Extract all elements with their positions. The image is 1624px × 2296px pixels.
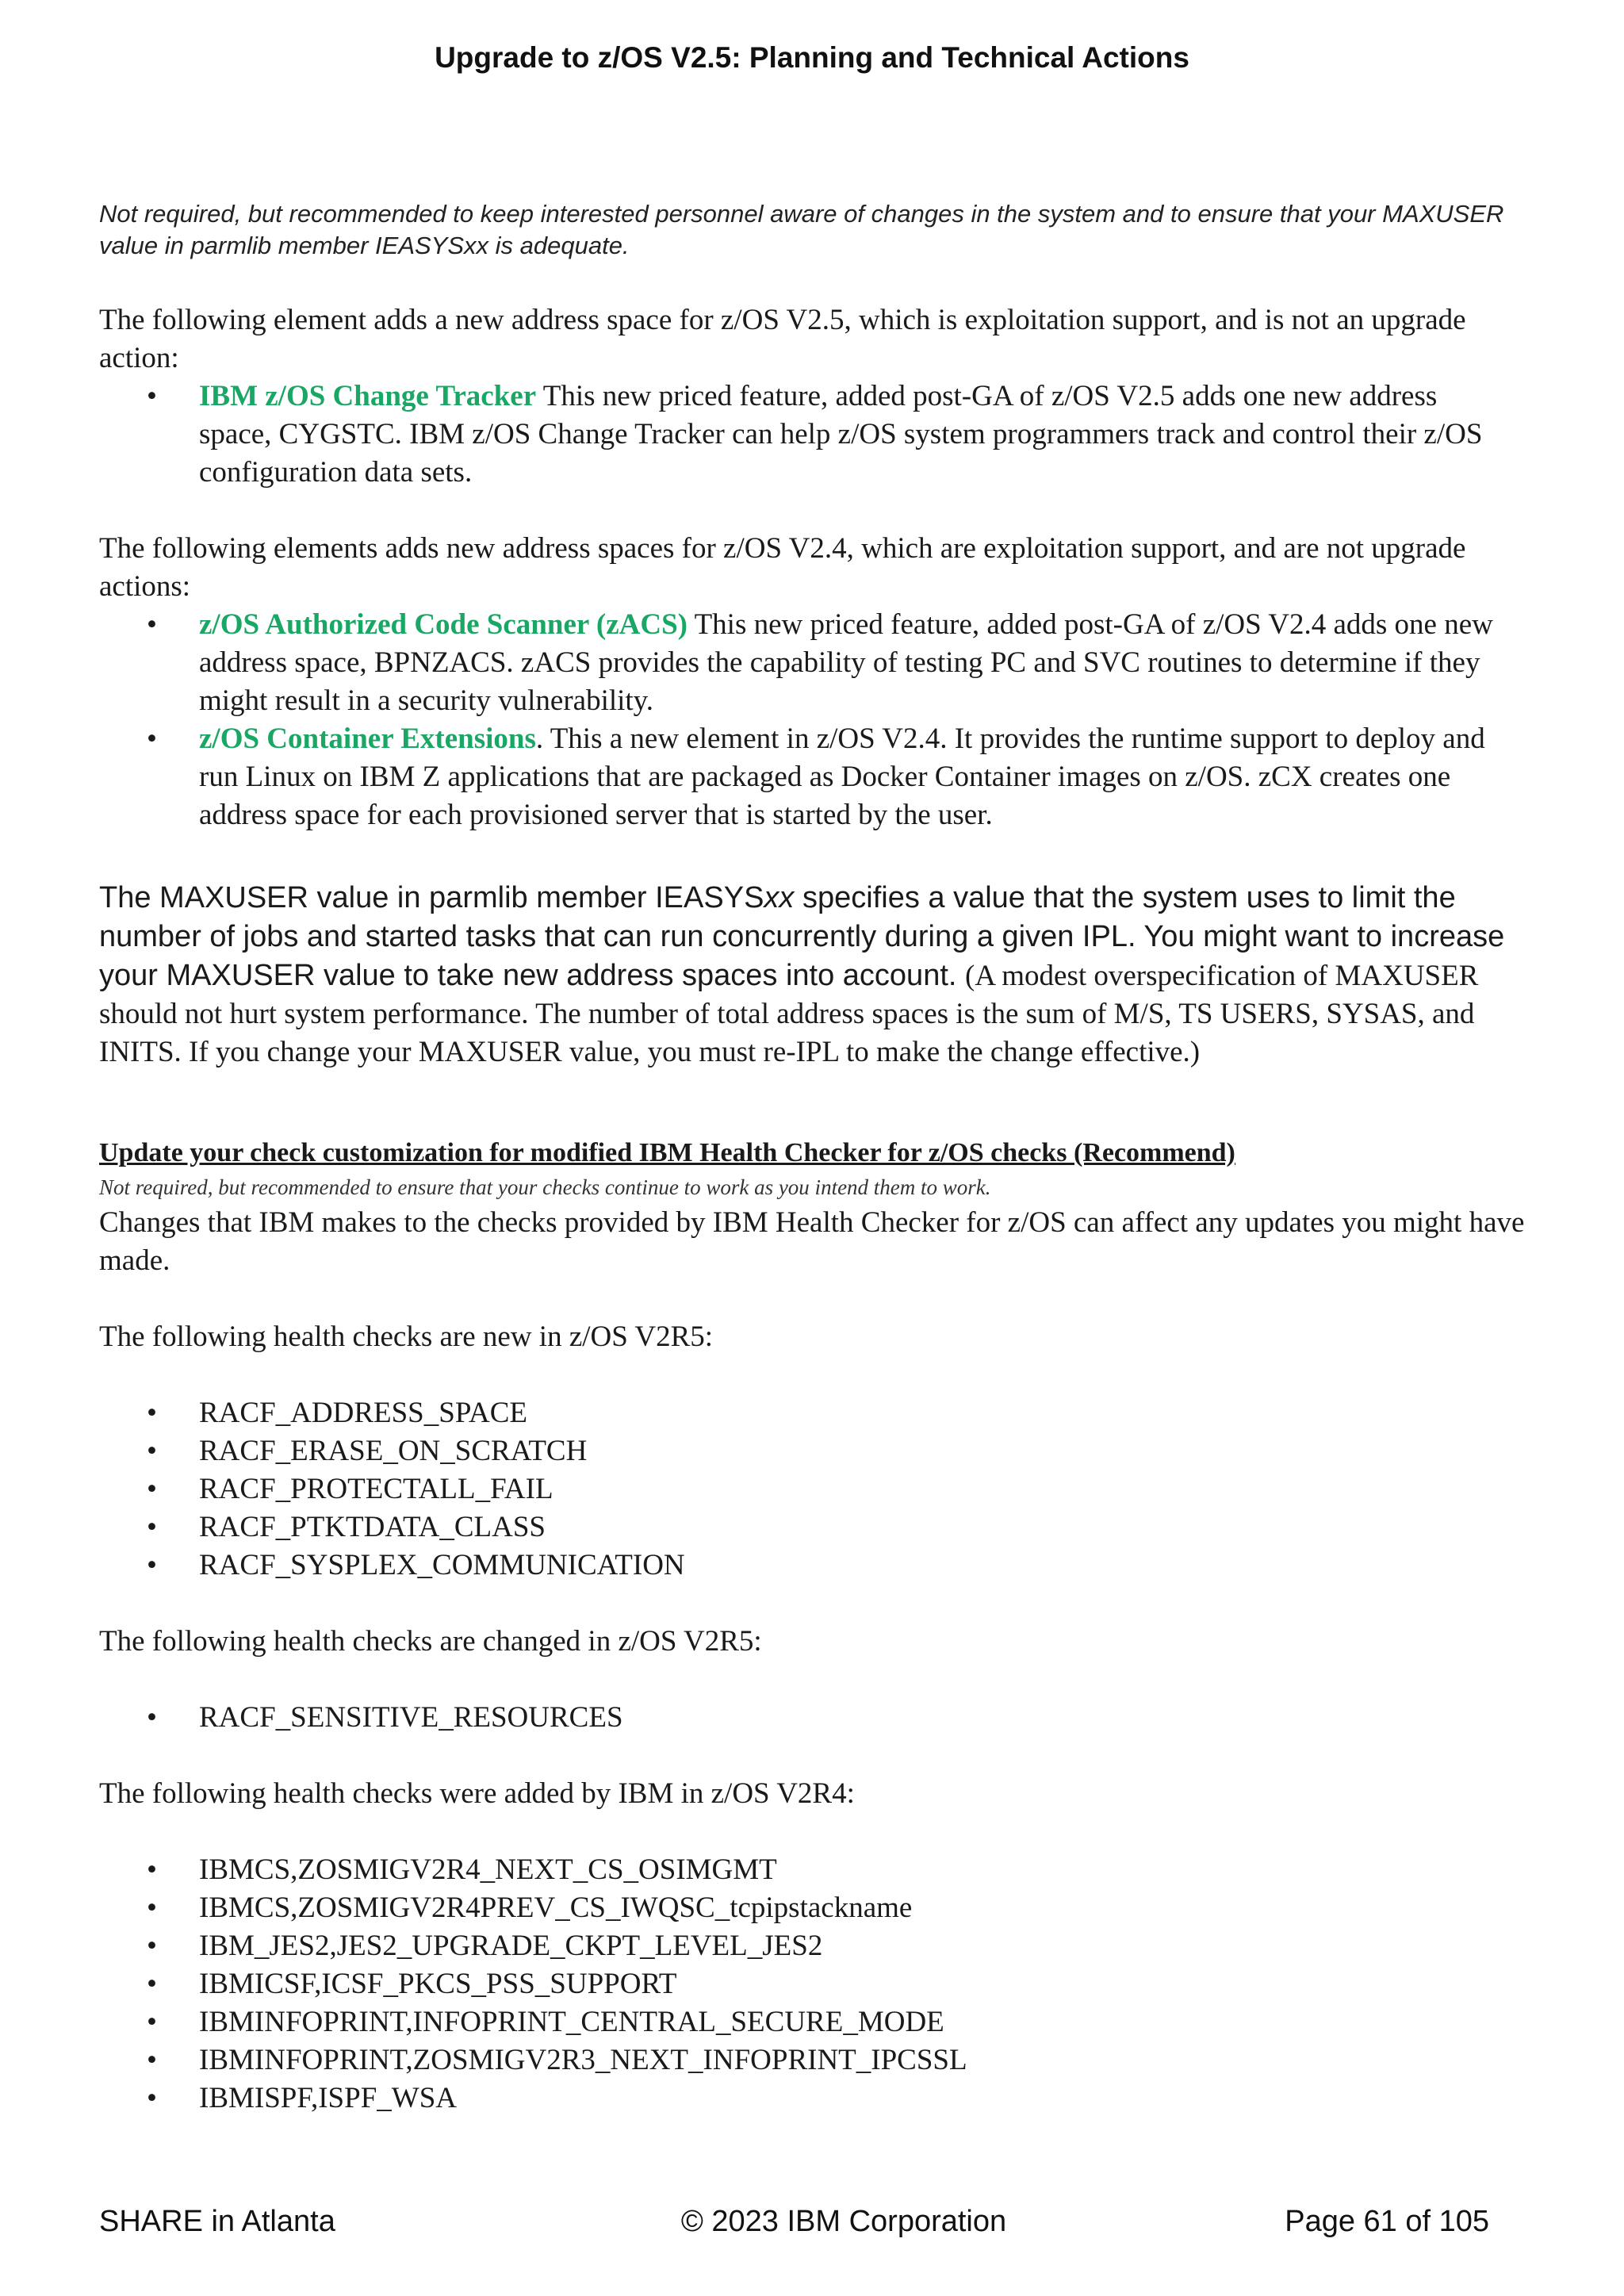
item-text: . This a new element in z/OS V2.4. It provides the runtime support to deploy and run Linux on IBM Z applications that are packaged as Docker Container images on z/OS. zCX creates one address space for each provisioned server that is started by the user. xyxy=(199,723,1485,831)
added-checks-list xyxy=(147,1851,1511,2118)
item-text: This new priced feature, added post-GA of z/OS V2.5 adds one new address space, CYGSTC. IBM z/OS Change Tracker can help z/OS system programmers track and control their z/OS configuration data sets. xyxy=(199,380,1483,489)
list-item: • IBMISPF,ISPF_WSA xyxy=(147,2079,1511,2118)
maxuser-text-serif: (A modest overspecification of MAXUSER should not hurt system performance. The number of total address spaces is the sum of M/S, TS USERS, SYSAS, and INITS. If you change your MAXUSER value, you must re-IPL to make the change effective.) xyxy=(99,960,1479,1068)
v24-lead: The following elements adds new address spaces for z/OS V2.4, which are exploitation support, and are not upgrade actions: xyxy=(99,532,1466,603)
list-item xyxy=(147,720,1511,834)
maxuser-paragraph xyxy=(99,879,1526,1071)
page-header: Upgrade to z/OS V2.5: Planning and Technical Actions xyxy=(435,41,1189,74)
list-item: • IBMINFOPRINT,ZOSMIGV2R3_NEXT_INFOPRINT_IPCSSL xyxy=(147,2041,1511,2079)
list-item: • RACF_PTKTDATA_CLASS xyxy=(147,1508,1511,1547)
item-name: z/OS Container Extensions xyxy=(199,723,536,755)
maxuser-text-xx: xx xyxy=(764,881,795,914)
intro-note: Not required, but recommended to keep interested personnel aware of changes in the system and to ensure that your MAXUSER value in parmlib member IEASYSxx is adequate. xyxy=(99,200,1504,259)
list-item: • IBM_JES2,JES2_UPGRADE_CKPT_LEVEL_JES2 xyxy=(147,1927,1511,1965)
new-checks-list xyxy=(147,1394,1511,1585)
maxuser-text-b: specifies a value that the system uses to limit the number of jobs and started tasks that can run concurrently during a given IPL. You might want to increase your MAXUSER value to take new address spaces into account. xyxy=(99,881,1505,992)
list-item: • IBMINFOPRINT,INFOPRINT_CENTRAL_SECURE_MODE xyxy=(147,2003,1511,2041)
footer-page-number: Page 61 of 105 xyxy=(1285,2205,1489,2238)
list-item: • RACF_SYSPLEX_COMMUNICATION xyxy=(147,1547,1511,1585)
changed-checks-list xyxy=(147,1699,1511,1737)
list-item: • IBMCS,ZOSMIGV2R4PREV_CS_IWQSC_tcpipstackname xyxy=(147,1889,1511,1927)
v25-list xyxy=(147,378,1511,492)
footer-left: SHARE in Atlanta xyxy=(99,2205,335,2238)
new-checks-lead: The following health checks are new in z/OS V2R5: xyxy=(99,1320,714,1353)
v25-lead: The following element adds a new address space for z/OS V2.5, which is exploitation support, and is not an upgrade action: xyxy=(99,304,1466,374)
list-item: • IBMCS,ZOSMIGV2R4_NEXT_CS_OSIMGMT xyxy=(147,1851,1511,1889)
v24-list xyxy=(147,606,1511,834)
list-item: • RACF_ERASE_ON_SCRATCH xyxy=(147,1432,1511,1470)
health-intro: Changes that IBM makes to the checks provided by IBM Health Checker for z/OS can affect any updates you might have made. xyxy=(99,1206,1525,1277)
list-item: • IBMICSF,ICSF_PKCS_PSS_SUPPORT xyxy=(147,1965,1511,2003)
list-item: • RACF_ADDRESS_SPACE xyxy=(147,1394,1511,1432)
list-item: • RACF_SENSITIVE_RESOURCES xyxy=(147,1699,1511,1737)
item-name: z/OS Authorized Code Scanner (zACS) xyxy=(199,608,688,641)
item-name: IBM z/OS Change Tracker xyxy=(199,380,537,412)
list-item xyxy=(147,606,1511,720)
maxuser-text-a: The MAXUSER value in parmlib member IEASYS xyxy=(99,881,764,914)
health-heading: Update your check customization for modified IBM Health Checker for z/OS checks (Recommend) xyxy=(99,1138,1235,1167)
list-item: • RACF_PROTECTALL_FAIL xyxy=(147,1470,1511,1508)
changed-checks-lead: The following health checks are changed in z/OS V2R5: xyxy=(99,1625,762,1658)
added-checks-lead: The following health checks were added by IBM in z/OS V2R4: xyxy=(99,1777,855,1810)
list-item xyxy=(147,378,1511,492)
footer-center: © 2023 IBM Corporation xyxy=(680,2205,1007,2238)
item-text: This new priced feature, added post-GA of z/OS V2.4 adds one new address space, BPNZACS. zACS provides the capability of testing PC and SVC routines to determine if they might result in a security vulnerability. xyxy=(199,608,1493,717)
health-note: Not required, but recommended to ensure that your checks continue to work as you intend them to work. xyxy=(99,1175,991,1199)
